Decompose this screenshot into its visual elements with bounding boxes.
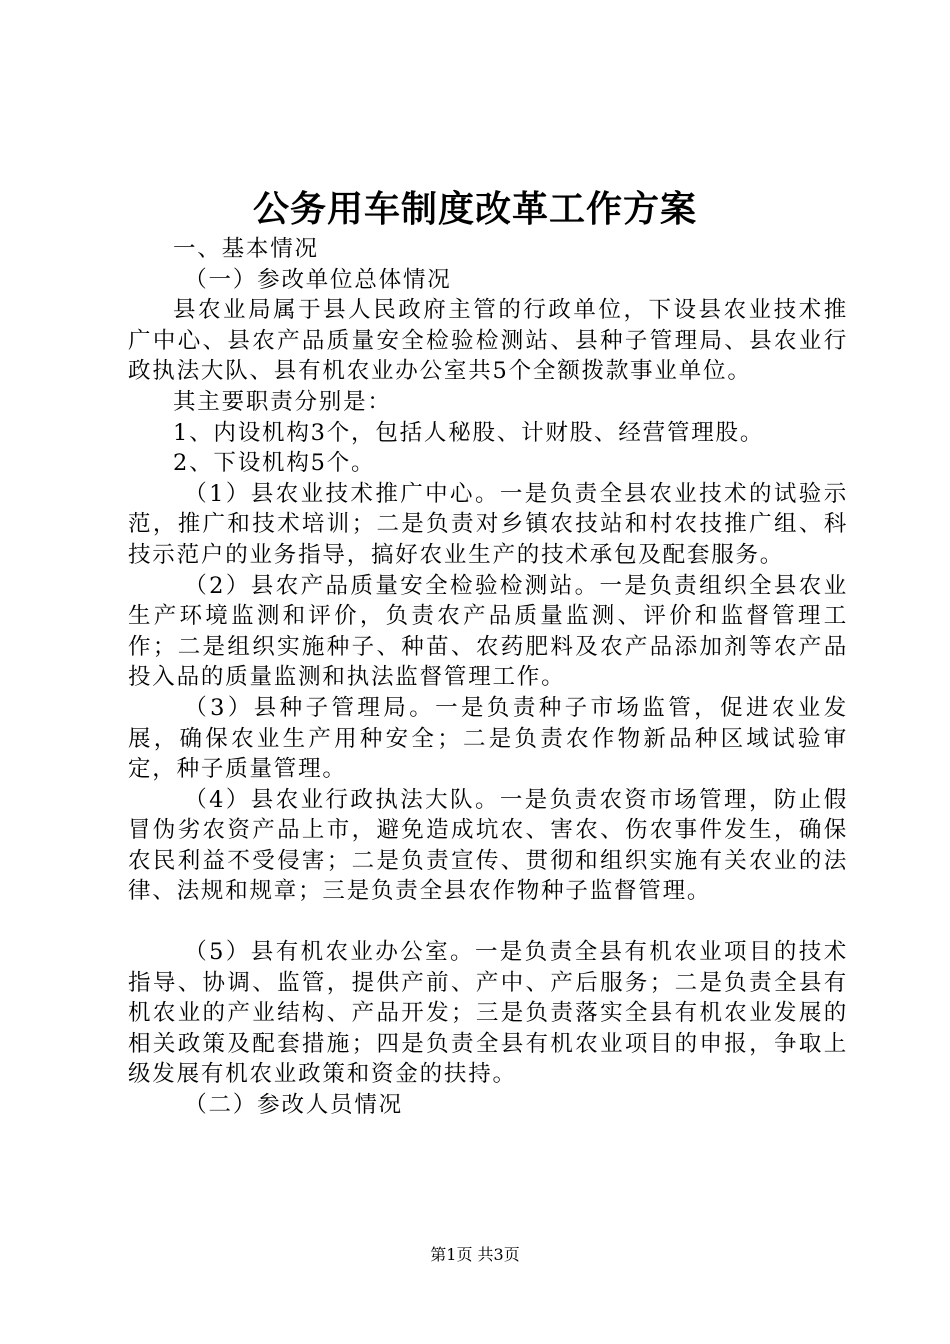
body-paragraph: （1）县农业技术推广中心。一是负责全县农业技术的试验示范，推广和技术培训；二是负责对乡镇农技站和村农技推广组、科技示范户的业务指导，搞好农业生产的技术承包及配套服务。 <box>128 480 848 568</box>
body-paragraph: 其主要职责分别是： <box>173 388 392 415</box>
body-paragraph: 2、下设机构5个。 <box>173 450 376 477</box>
body-paragraph: （5）县有机农业办公室。一是负责全县有机农业项目的技术指导、协调、监管，提供产前、产中、产后服务；二是负责全县有机农业的产业结构、产品开发；三是负责落实全县有机农业发展的相关政策及配套措施；四是负责全县有机农业项目的申报，争取上级发展有机农业政策和资金的扶持。 <box>128 939 848 1088</box>
body-paragraph: 县农业局属于县人民政府主管的行政单位，下设县农业技术推广中心、县农产品质量安全检验检测站、县种子管理局、县农业行政执法大队、县有机农业办公室共5个全额拨款事业单位。 <box>128 297 848 385</box>
document-body <box>128 234 848 1121</box>
subsection-heading: （一）参改单位总体情况 <box>184 266 452 293</box>
subsection-heading: （二）参改人员情况 <box>184 1092 403 1119</box>
body-paragraph: （3）县种子管理局。一是负责种子市场监管，促进农业发展，确保农业生产用种安全；二是负责农作物新品种区域试验审定，种子质量管理。 <box>128 694 848 783</box>
paragraph-spacer <box>128 907 848 937</box>
section-heading: 一、基本情况 <box>173 236 319 262</box>
page-number: 第1页 共3页 <box>430 1245 520 1264</box>
document-title: 公务用车制度改革工作方案 <box>252 188 697 230</box>
body-paragraph: （4）县农业行政执法大队。一是负责农资市场管理，防止假冒伪劣农资产品上市，避免造成坑农、害农、伤农事件发生，确保农民利益不受侵害；二是负责宣传、贯彻和组织实施有关农业的法律、法规和规章；三是负责全县农作物种子监督管理。 <box>128 786 848 905</box>
body-paragraph: 1、内设机构3个，包括人秘股、计财股、经营管理股。 <box>173 419 765 446</box>
body-paragraph: （2）县农产品质量安全检验检测站。一是负责组织全县农业生产环境监测和评价，负责农产品质量监测、评价和监督管理工作；二是组织实施种子、种苗、农药肥料及农产品添加剂等农产品投入品的质量监测和执法监督管理工作。 <box>128 572 848 691</box>
